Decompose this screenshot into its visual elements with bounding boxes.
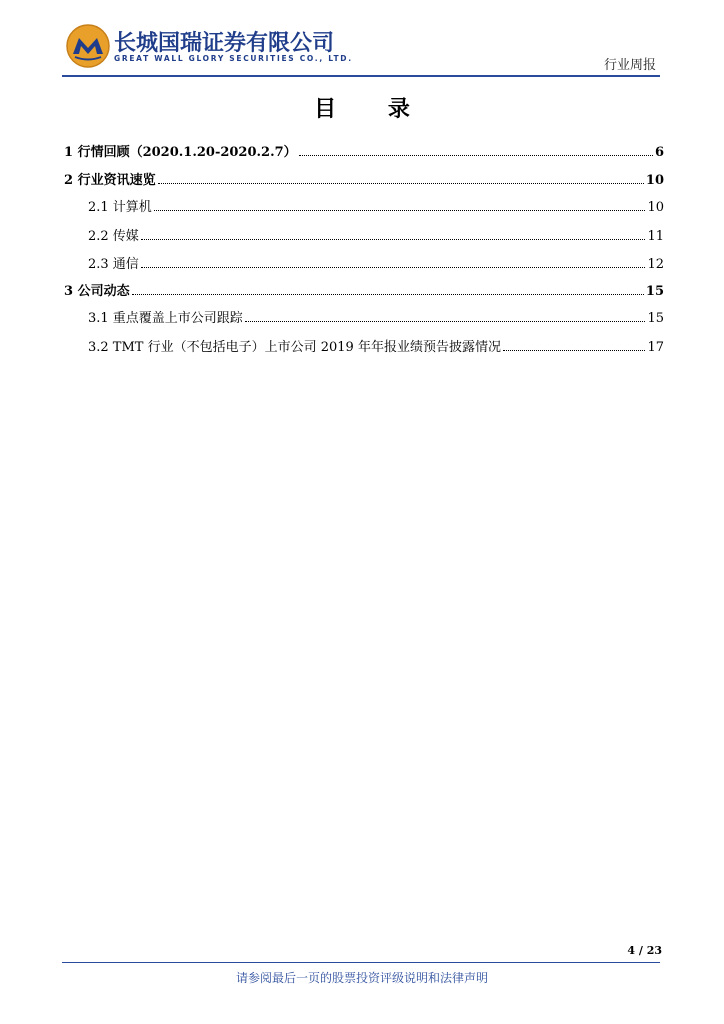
- toc-leader: [132, 294, 644, 295]
- toc-entry-label: 2.1 计算机: [88, 200, 152, 215]
- toc-entry-page: 15: [645, 284, 664, 299]
- page-header: [62, 20, 662, 80]
- toc-entry-page: 11: [647, 229, 664, 244]
- toc-entry[interactable]: [88, 195, 664, 215]
- toc-leader: [154, 210, 646, 211]
- toc-entry-label: 2 行业资讯速览: [64, 173, 156, 188]
- toc-entry-page: 12: [647, 257, 664, 272]
- toc-entry[interactable]: [88, 335, 664, 355]
- toc-entry-label: 3 公司动态: [64, 284, 130, 299]
- toc-entry[interactable]: [64, 279, 664, 299]
- toc-leader: [141, 267, 646, 268]
- toc-leader: [141, 239, 646, 240]
- brand-name-cn: 长城国瑞证券有限公司: [114, 31, 335, 56]
- toc-entry-label: 3.1 重点覆盖上市公司跟踪: [88, 311, 243, 326]
- header-divider: [62, 75, 660, 77]
- disclaimer-note: 请参阅最后一页的股票投资评级说明和法律声明: [235, 971, 488, 985]
- toc-entry[interactable]: [64, 140, 664, 160]
- toc-entry-page: 10: [647, 200, 664, 215]
- toc-entry-page: 15: [647, 311, 664, 326]
- toc-leader: [245, 321, 646, 322]
- toc-title: 目 录: [314, 97, 432, 122]
- toc-entry[interactable]: [88, 252, 664, 272]
- toc-entry-label: 3.2 TMT 行业（不包括电子）上市公司 2019 年年报业绩预告披露情况: [88, 340, 501, 355]
- toc-entry[interactable]: [88, 306, 664, 326]
- toc-entry-label: 2.3 通信: [88, 257, 139, 272]
- toc-leader: [503, 350, 646, 351]
- page-number: 4 / 23: [627, 944, 662, 957]
- toc-entry[interactable]: [88, 224, 664, 244]
- toc-entry-label: 1 行情回顾（2020.1.20-2020.2.7）: [64, 145, 297, 160]
- toc-leader: [158, 183, 644, 184]
- company-logo-icon: [66, 24, 110, 68]
- brand-name-en: GREAT WALL GLORY SECURITIES CO., LTD.: [114, 54, 353, 63]
- toc-entry-label: 2.2 传媒: [88, 229, 139, 244]
- footer-divider: [62, 962, 660, 963]
- toc-entry-page: 17: [647, 340, 664, 355]
- toc-leader: [299, 155, 653, 156]
- toc-entry-page: 10: [645, 173, 664, 188]
- toc-entry-page: 6: [654, 145, 664, 160]
- toc-entry[interactable]: [64, 168, 664, 188]
- document-type: 行业周报: [603, 58, 656, 73]
